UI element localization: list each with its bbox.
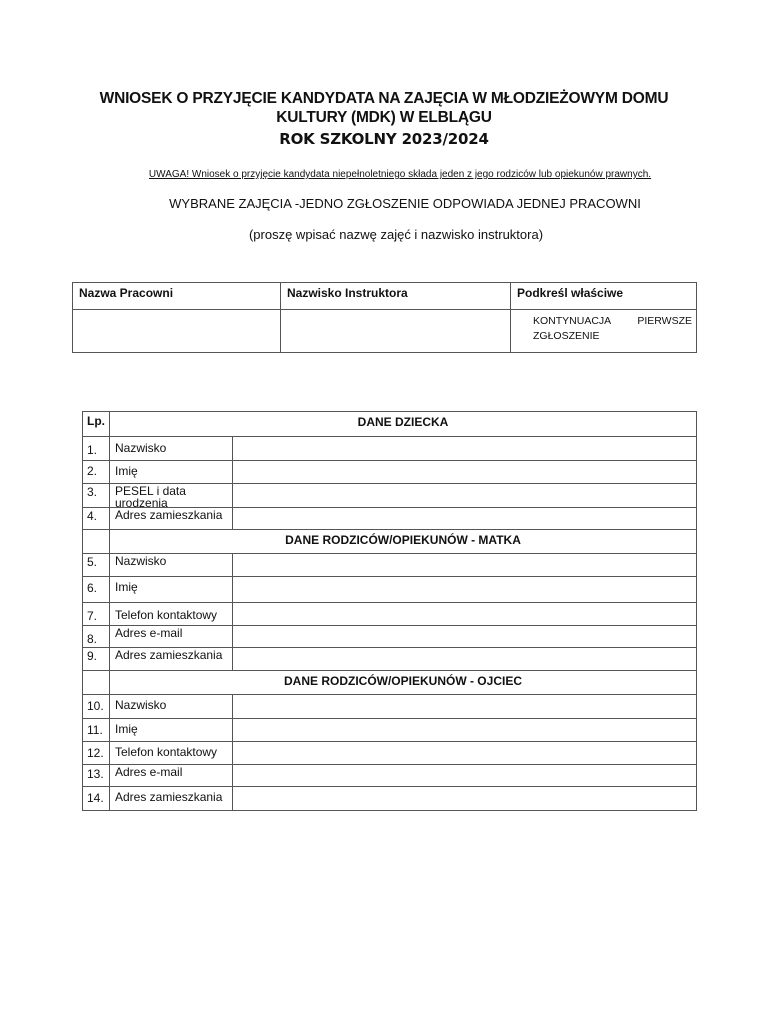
row-label: Nazwisko	[110, 695, 233, 719]
workshop-selection-table	[72, 282, 697, 353]
row-lp: 10.	[83, 695, 110, 719]
row-label: Adres zamieszkania	[110, 508, 233, 530]
row-label: Telefon kontaktowy	[110, 742, 233, 765]
row-label: Telefon kontaktowy	[110, 603, 233, 626]
row-label: Nazwisko	[110, 437, 233, 461]
section-lp-empty	[83, 530, 110, 554]
row-lp: 4.	[83, 508, 110, 530]
section-father-header: DANE RODZICÓW/OPIEKUNÓW - OJCIEC	[110, 671, 697, 695]
choice-cell	[511, 310, 697, 353]
school-year-title: ROK SZKOLNY 2023/2024	[279, 130, 489, 148]
row-lp: 13.	[83, 765, 110, 787]
father-phone-field[interactable]	[233, 742, 697, 765]
row-lp: 9.	[83, 648, 110, 671]
row-label: Adres zamieszkania	[110, 648, 233, 671]
workshop-name-field[interactable]	[73, 310, 281, 353]
child-pesel-field[interactable]	[233, 484, 697, 508]
row-lp: 12.	[83, 742, 110, 765]
row-label: Imię	[110, 461, 233, 484]
row-lp: 2.	[83, 461, 110, 484]
father-surname-field[interactable]	[233, 695, 697, 719]
row-label: Imię	[110, 719, 233, 742]
row-label	[110, 484, 233, 508]
child-address-field[interactable]	[233, 508, 697, 530]
child-first-name-field[interactable]	[233, 461, 697, 484]
row-lp: 5.	[83, 554, 110, 577]
row-label: Adres e-mail	[110, 765, 233, 787]
row-label: Imię	[110, 577, 233, 603]
row-label-text: PESEL i data urodzenia	[115, 485, 186, 507]
option-first-application[interactable]: PIERWSZE	[637, 315, 692, 327]
child-surname-field[interactable]	[233, 437, 697, 461]
row-lp: 14.	[83, 787, 110, 811]
form-title-line2: KULTURY (MDK) W ELBLĄGU	[276, 109, 492, 126]
section-subtitle: WYBRANE ZAJĘCIA -JEDNO ZGŁOSZENIE ODPOWIADA JEDNEJ PRACOWNI	[169, 196, 641, 211]
notice-text: UWAGA! Wniosek o przyjęcie kandydata niepełnoletniego składa jeden z jego rodziców lub opiekunów prawnych.	[148, 169, 652, 180]
row-label: Adres zamieszkania	[110, 787, 233, 811]
row-lp: 8.	[83, 626, 110, 648]
applicant-data-table	[82, 411, 697, 811]
col-workshop-name: Nazwa Pracowni	[73, 283, 281, 310]
instruction-hint: (proszę wpisać nazwę zajęć i nazwisko instruktora)	[248, 227, 544, 242]
col-instructor-name: Nazwisko Instruktora	[281, 283, 511, 310]
mother-phone-field[interactable]	[233, 603, 697, 626]
lp-header: Lp.	[83, 412, 110, 437]
col-underline-choice: Podkreśl właściwe	[511, 283, 697, 310]
row-lp: 7.	[83, 603, 110, 626]
father-address-field[interactable]	[233, 787, 697, 811]
row-lp: 6.	[83, 577, 110, 603]
mother-surname-field[interactable]	[233, 554, 697, 577]
section-lp-empty	[83, 671, 110, 695]
row-lp: 3.	[83, 484, 110, 508]
row-lp: 1.	[83, 437, 110, 461]
row-lp: 11.	[83, 719, 110, 742]
section-mother-header: DANE RODZICÓW/OPIEKUNÓW - MATKA	[110, 530, 697, 554]
father-email-field[interactable]	[233, 765, 697, 787]
option-continuation[interactable]: KONTYNUACJA	[533, 315, 612, 327]
instructor-name-field[interactable]	[281, 310, 511, 353]
father-first-name-field[interactable]	[233, 719, 697, 742]
section-child-header: DANE DZIECKA	[110, 412, 697, 437]
row-label: Adres e-mail	[110, 626, 233, 648]
row-label: Nazwisko	[110, 554, 233, 577]
mother-first-name-field[interactable]	[233, 577, 697, 603]
form-title-line1: WNIOSEK O PRZYJĘCIE KANDYDATA NA ZAJĘCIA W MŁODZIEŻOWYM DOMU	[99, 90, 669, 107]
mother-address-field[interactable]	[233, 648, 697, 671]
mother-email-field[interactable]	[233, 626, 697, 648]
option-first-application-cont[interactable]: ZGŁOSZENIE	[533, 330, 600, 342]
